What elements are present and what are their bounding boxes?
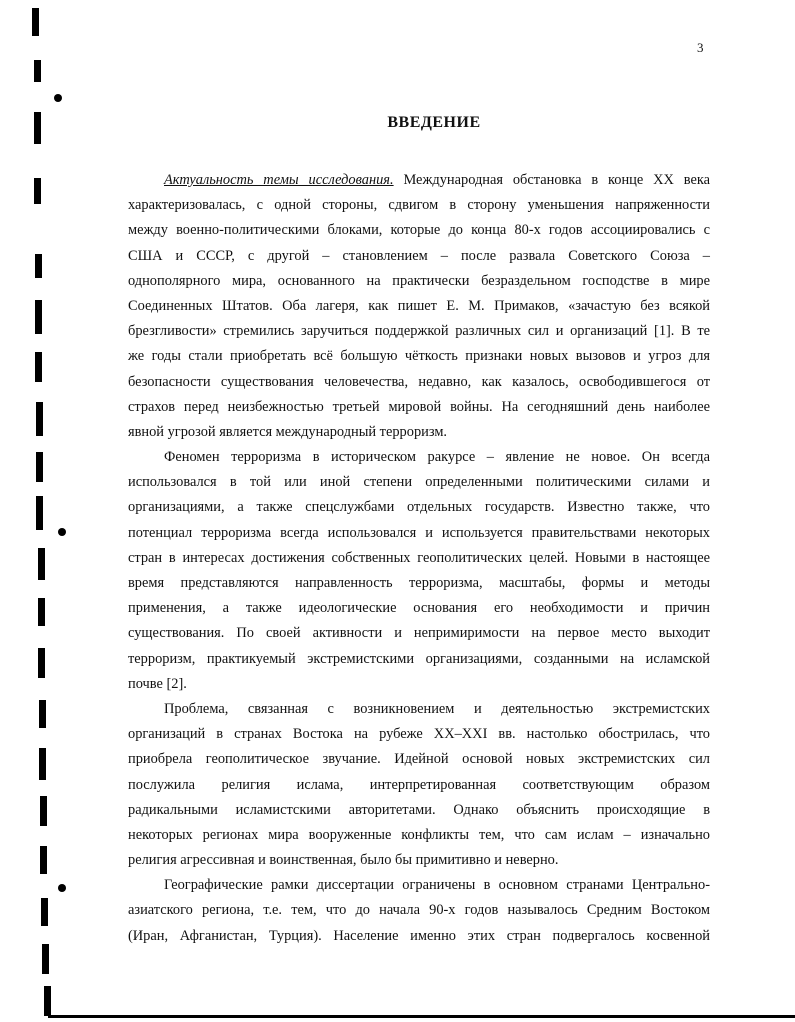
text-line: явной угрозой является международный терроризм. xyxy=(128,423,448,440)
text-line: послужила религия ислама, интерпретированная соответствующим образом xyxy=(128,776,710,793)
body-text xyxy=(128,168,710,949)
text-line: религия агрессивная и воинственная, было бы примитивно и неверно. xyxy=(128,852,559,869)
text-line: же годы стали приобретать всё большую чёткость признаки новых вызовов и угроз для xyxy=(128,348,710,365)
scan-mark xyxy=(32,8,39,36)
scan-bottom-edge xyxy=(48,1015,795,1018)
scan-dot xyxy=(58,884,66,892)
text-line: азиатского региона, т.е. тем, что до начала 90-х годов называлось Средним Востоком xyxy=(128,902,710,919)
text-line: Феномен терроризма в историческом ракурсе – явление не новое. Он всегда xyxy=(164,449,710,466)
text-line: США и СССР, с другой – становлением – после развала Советского Союза – xyxy=(128,247,710,264)
text-line: Географические рамки диссертации ограничены в основном странами Центрально- xyxy=(164,877,710,894)
text-line: время представляются направленность терроризма, масштабы, формы и методы xyxy=(128,575,710,591)
text-line: Соединенных Штатов. Оба лагеря, как пишет Е. М. Примаков, «зачастую без всякой xyxy=(128,297,710,314)
text-line: организаций в странах Востока на рубеже XX–XXI вв. настолько обострилась, что xyxy=(128,726,710,743)
text-line: между военно-политическими блоками, которые до конца 80-х годов ассоциировались с xyxy=(128,222,710,239)
scan-dot xyxy=(58,528,66,536)
scan-mark xyxy=(42,944,49,974)
scan-mark xyxy=(36,496,43,530)
scan-mark xyxy=(34,60,41,82)
text-line: потенциал терроризма всегда использовался и используется правительствами некоторых xyxy=(128,524,710,541)
text-line: организациями, а также спецслужбами отдельных государств. Известно также, что xyxy=(128,499,710,516)
text-line: однополярного мира, основанного на практически безраздельном господстве в мире xyxy=(128,272,710,289)
scan-mark xyxy=(38,548,45,580)
page-title: ВВЕДЕНИЕ xyxy=(387,114,481,131)
scan-mark xyxy=(38,598,45,626)
scan-mark xyxy=(35,300,42,334)
text-line: приобрела геополитическое звучание. Идейной основой новых экстремистских сил xyxy=(128,751,710,768)
scan-mark xyxy=(35,352,42,382)
text-line: использовался в той или иной степени определенными политическими силами и xyxy=(128,474,710,491)
scan-mark xyxy=(39,748,46,780)
text-line: существования. По своей активности и непримиримости на первое место выходит xyxy=(128,625,710,642)
text-line: (Иран, Афганистан, Турция). Население именно этих стран подвергалось косвенной xyxy=(128,927,710,944)
text-line: характеризовалась, с одной стороны, сдвигом в сторону уменьшения напряженности xyxy=(128,197,710,214)
scan-mark xyxy=(40,796,47,826)
page-number: 3 xyxy=(697,40,704,55)
scan-mark xyxy=(40,846,47,874)
text-line: терроризм, практикуемый экстремистскими организациями, созданными на исламской xyxy=(128,650,710,667)
scan-mark xyxy=(39,700,46,728)
scan-mark xyxy=(35,254,42,278)
lead-phrase: Актуальность темы исследования. xyxy=(164,172,394,188)
scan-mark xyxy=(36,452,43,482)
scan-mark xyxy=(34,178,41,204)
text-line: Проблема, связанная с возникновением и деятельностью экстремистских xyxy=(164,700,710,717)
text-line: радикальными исламистскими авторитетами. Однако объяснить происходящие в xyxy=(128,801,710,818)
text-line: стран в интересах достижения собственных геополитических целей. Новыми в настоящее xyxy=(128,549,710,566)
text-line: брезгливости» стремились заручиться поддержкой различных сил и организаций [1]. В те xyxy=(128,323,710,340)
text-line: почве [2]. xyxy=(128,675,187,692)
scan-mark xyxy=(44,986,51,1016)
text-line: Актуальность темы исследования. Международная обстановка в конце XX века xyxy=(164,172,711,188)
text-line: страхов перед неизбежностью третьей мировой войны. На сегодняшний день наиболее xyxy=(128,398,710,415)
scan-mark xyxy=(36,402,43,436)
text-line: некоторых регионах мира вооруженные конфликты тем, что сам ислам – изначально xyxy=(128,826,710,843)
text-line: безопасности существования человечества, недавно, как казалось, освободившегося от xyxy=(128,373,710,390)
scan-mark xyxy=(41,898,48,926)
scan-dot xyxy=(54,94,62,102)
scan-mark xyxy=(38,648,45,678)
text-line: применения, а также идеологические основания его необходимости и причин xyxy=(128,600,710,617)
